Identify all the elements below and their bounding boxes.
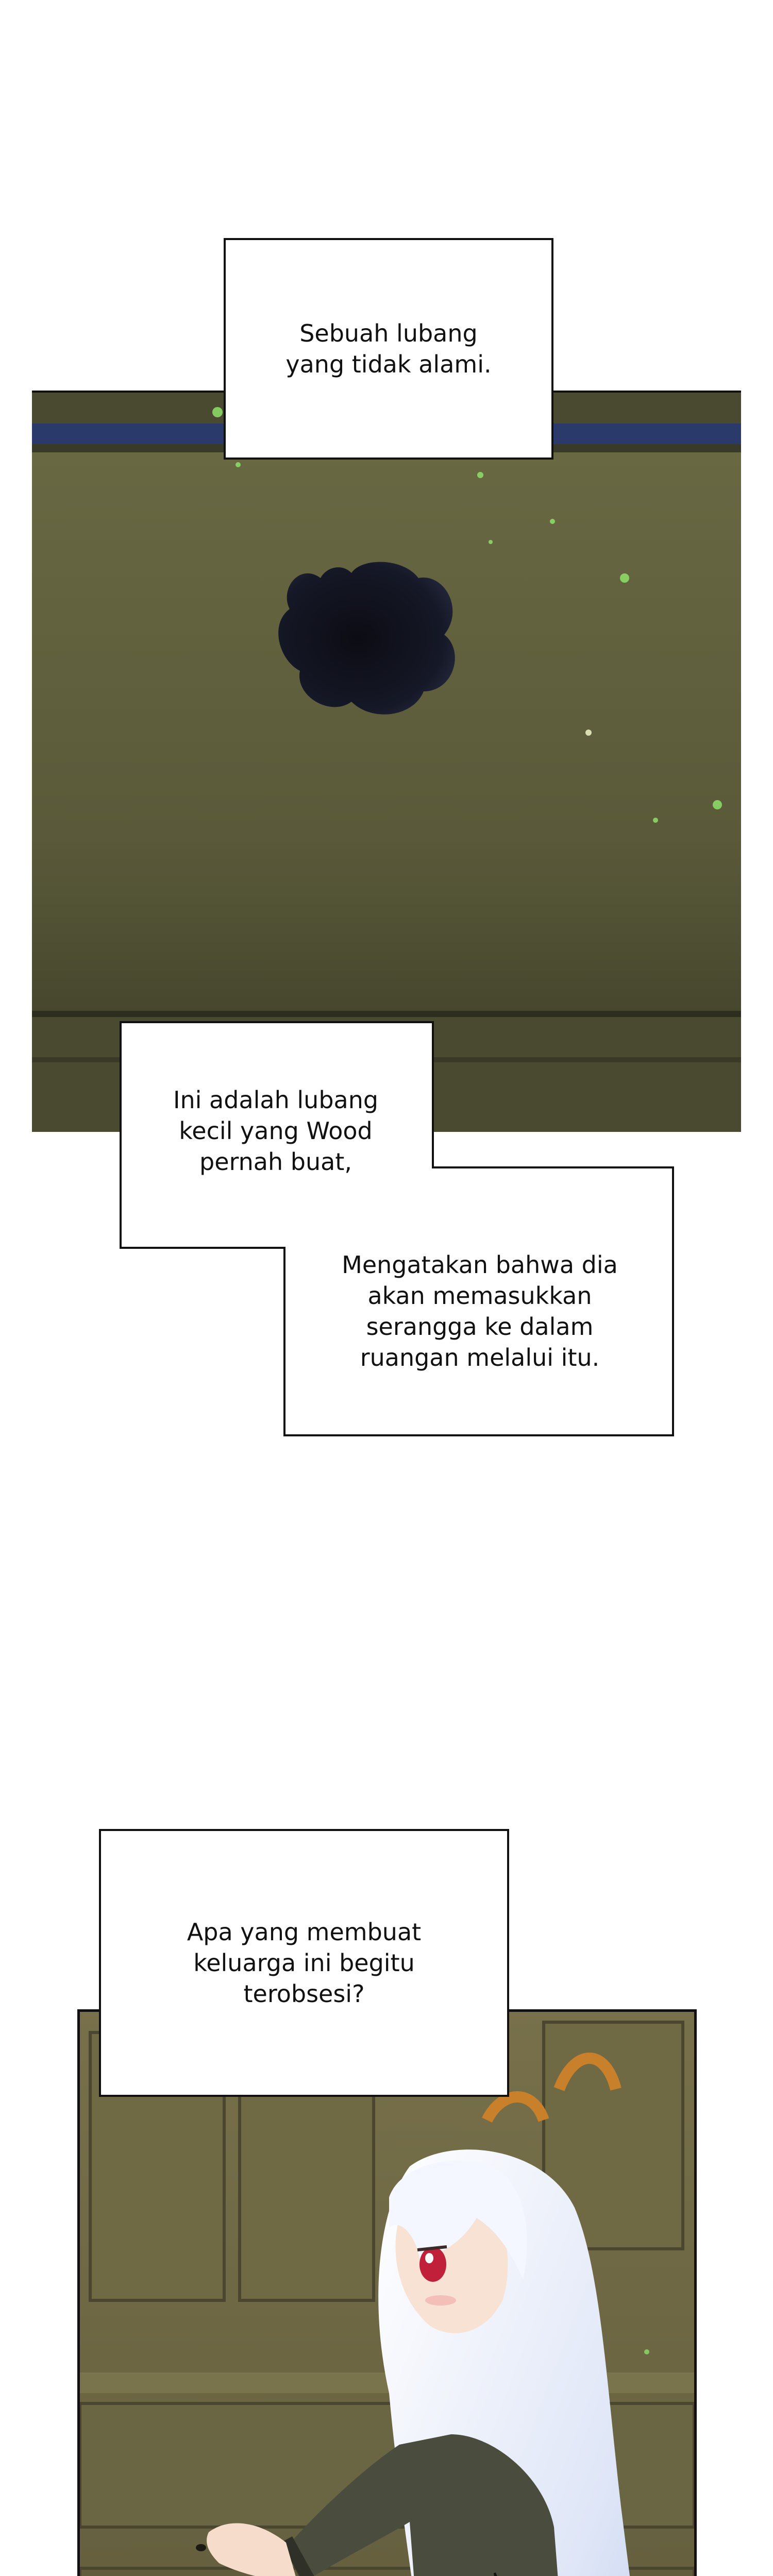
keyhole xyxy=(196,2544,206,2551)
sparkle xyxy=(489,540,493,544)
sparkle xyxy=(236,462,241,467)
bubble-tail-shape xyxy=(495,2573,515,2576)
sparkle xyxy=(653,818,658,823)
sparkle xyxy=(477,472,483,478)
caption-unnatural-hole xyxy=(224,238,553,460)
caption-bugs xyxy=(287,1221,673,1401)
sparkle xyxy=(620,573,629,583)
caption-text: Apa yang membuat keluarga ini begitu terobsesi? xyxy=(187,1918,422,2008)
caption-small-hole xyxy=(121,1066,431,1195)
blush xyxy=(425,2295,456,2306)
sparkle xyxy=(212,407,223,417)
speech-bubble-tail xyxy=(490,2571,520,2576)
sparkle xyxy=(585,730,592,736)
caption-text: Sebuah lubang yang tidak alami. xyxy=(285,319,492,378)
baseboard-line xyxy=(32,1011,741,1017)
sparkle xyxy=(644,2349,649,2354)
caption-text: Ini adalah lubang kecil yang Wood pernah buat, xyxy=(173,1086,379,1176)
sparkle xyxy=(550,519,555,524)
sparkle xyxy=(713,800,722,809)
eye-highlight xyxy=(425,2253,433,2263)
caption-text: Mengatakan bahwa dia akan memasukkan serangga ke dalam ruangan melalui itu. xyxy=(342,1251,618,1371)
caption-obsessed-family xyxy=(99,1829,509,2097)
eye xyxy=(419,2247,446,2282)
